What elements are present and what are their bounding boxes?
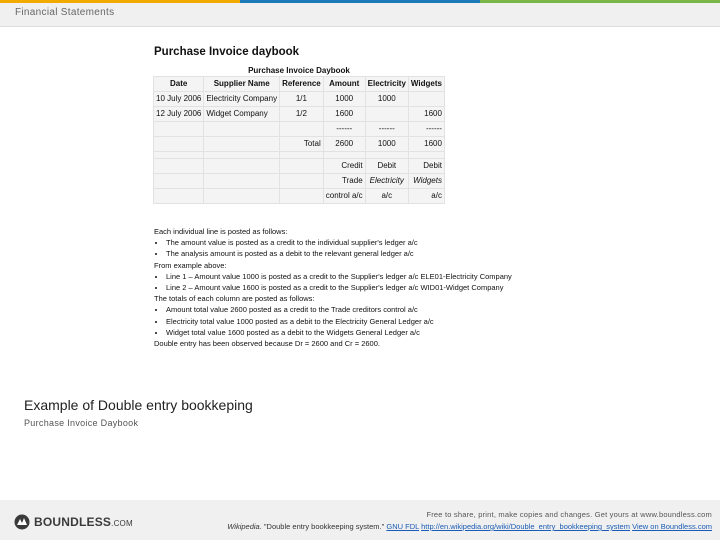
suffix-trade: control a/c bbox=[323, 189, 365, 204]
list-item: • The analysis amount is posted as a debit to the relevant general ledger a/c bbox=[166, 248, 550, 259]
list-item: • The amount value is posted as a credit to the individual supplier's ledger a/c bbox=[166, 237, 550, 248]
list-item: • Line 1 – Amount value 1000 is posted as a credit to the Supplier's ledger a/c ELE01-Electricity Company bbox=[166, 271, 550, 282]
col-widgets: Widgets bbox=[408, 77, 444, 92]
debit-label-electricity: Debit bbox=[365, 159, 408, 174]
dash-row bbox=[154, 122, 445, 137]
dash-electricity: ------ bbox=[365, 122, 408, 137]
totals-list bbox=[154, 304, 550, 338]
total-label: Total bbox=[280, 137, 324, 152]
col-reference: Reference bbox=[280, 77, 324, 92]
logo-text: BOUNDLESS bbox=[34, 515, 112, 529]
cell-amount: 1000 bbox=[323, 92, 365, 107]
suffix-electricity: a/c bbox=[365, 189, 408, 204]
logo-suffix: .COM bbox=[111, 519, 133, 528]
debit-label-widgets: Debit bbox=[408, 159, 444, 174]
col-date: Date bbox=[154, 77, 204, 92]
examples-list bbox=[154, 271, 550, 293]
slide-header bbox=[0, 3, 720, 27]
col-amount: Amount bbox=[323, 77, 365, 92]
header-title: Financial Statements bbox=[15, 7, 115, 18]
boundless-logo bbox=[14, 514, 133, 530]
attribution-quote: "Double entry bookkeeping system." bbox=[263, 522, 385, 531]
list-item: • Line 2 – Amount value 1600 is posted as a credit to the Supplier's ledger a/c WID01-Widget Company bbox=[166, 282, 550, 293]
total-widgets: 1600 bbox=[408, 137, 444, 152]
cell-date: 10 July 2006 bbox=[154, 92, 204, 107]
source-url-link[interactable]: http://en.wikipedia.org/wiki/Double_entry_bookkeeping_system bbox=[421, 522, 630, 531]
example-heading: From example above: bbox=[154, 260, 227, 270]
attribution-line bbox=[227, 522, 712, 531]
list-item: • Widget total value 1600 posted as a debit to the Widgets General Ledger a/c bbox=[166, 327, 550, 338]
table-caption: Purchase Invoice Daybook bbox=[248, 66, 350, 75]
posting-notes bbox=[154, 226, 550, 349]
notes-intro: Each individual line is posted as follows: bbox=[154, 227, 288, 236]
list-item: • Amount total value 2600 posted as a credit to the Trade creditors control a/c bbox=[166, 304, 550, 315]
total-amount: 2600 bbox=[323, 137, 365, 152]
image-subcaption: Purchase Invoice Daybook bbox=[24, 418, 139, 428]
figure-title: Purchase Invoice daybook bbox=[154, 46, 300, 58]
license-link[interactable]: GNU FDL bbox=[386, 522, 420, 531]
table-row bbox=[154, 107, 445, 122]
totals-heading: The totals of each column are posted as follows: bbox=[154, 294, 315, 304]
view-on-boundless-link[interactable]: View on Boundless.com bbox=[632, 522, 712, 531]
dash-amount: ------ bbox=[323, 122, 365, 137]
total-row bbox=[154, 137, 445, 152]
cell-electricity: 1000 bbox=[365, 92, 408, 107]
slide-footer bbox=[0, 500, 720, 540]
table-row bbox=[154, 92, 445, 107]
boundless-logo-icon bbox=[14, 514, 30, 530]
cell-electricity bbox=[365, 107, 408, 122]
cell-widgets: 1600 bbox=[408, 107, 444, 122]
account-electricity: Electricity bbox=[365, 174, 408, 189]
dash-widgets: ------ bbox=[408, 122, 444, 137]
account-suffix-row bbox=[154, 189, 445, 204]
credit-debit-row bbox=[154, 159, 445, 174]
account-widgets: Widgets bbox=[408, 174, 444, 189]
list-item: • Electricity total value 1000 posted as a debit to the Electricity General Ledger a/c bbox=[166, 316, 550, 327]
image-caption: Example of Double entry bookkeping bbox=[24, 397, 253, 413]
daybook-figure bbox=[150, 42, 550, 382]
rules-list bbox=[154, 237, 550, 259]
cell-amount: 1600 bbox=[323, 107, 365, 122]
col-electricity: Electricity bbox=[365, 77, 408, 92]
cell-supplier: Electricity Company bbox=[204, 92, 280, 107]
attribution-source: Wikipedia. bbox=[227, 522, 262, 531]
cell-supplier: Widget Company bbox=[204, 107, 280, 122]
cell-reference: 1/2 bbox=[280, 107, 324, 122]
account-trade: Trade bbox=[323, 174, 365, 189]
total-electricity: 1000 bbox=[365, 137, 408, 152]
notes-conclusion: Double entry has been observed because Dr = 2600 and Cr = 2600. bbox=[154, 339, 380, 349]
credit-label: Credit bbox=[323, 159, 365, 174]
col-supplier: Supplier Name bbox=[204, 77, 280, 92]
cell-widgets bbox=[408, 92, 444, 107]
account-row bbox=[154, 174, 445, 189]
daybook-table bbox=[153, 66, 445, 204]
license-notice: Free to share, print, make copies and changes. Get yours at www.boundless.com bbox=[426, 510, 712, 519]
spacer-row bbox=[154, 152, 445, 159]
suffix-widgets: a/c bbox=[408, 189, 444, 204]
cell-date: 12 July 2006 bbox=[154, 107, 204, 122]
table-header-row bbox=[154, 77, 445, 92]
cell-reference: 1/1 bbox=[280, 92, 324, 107]
